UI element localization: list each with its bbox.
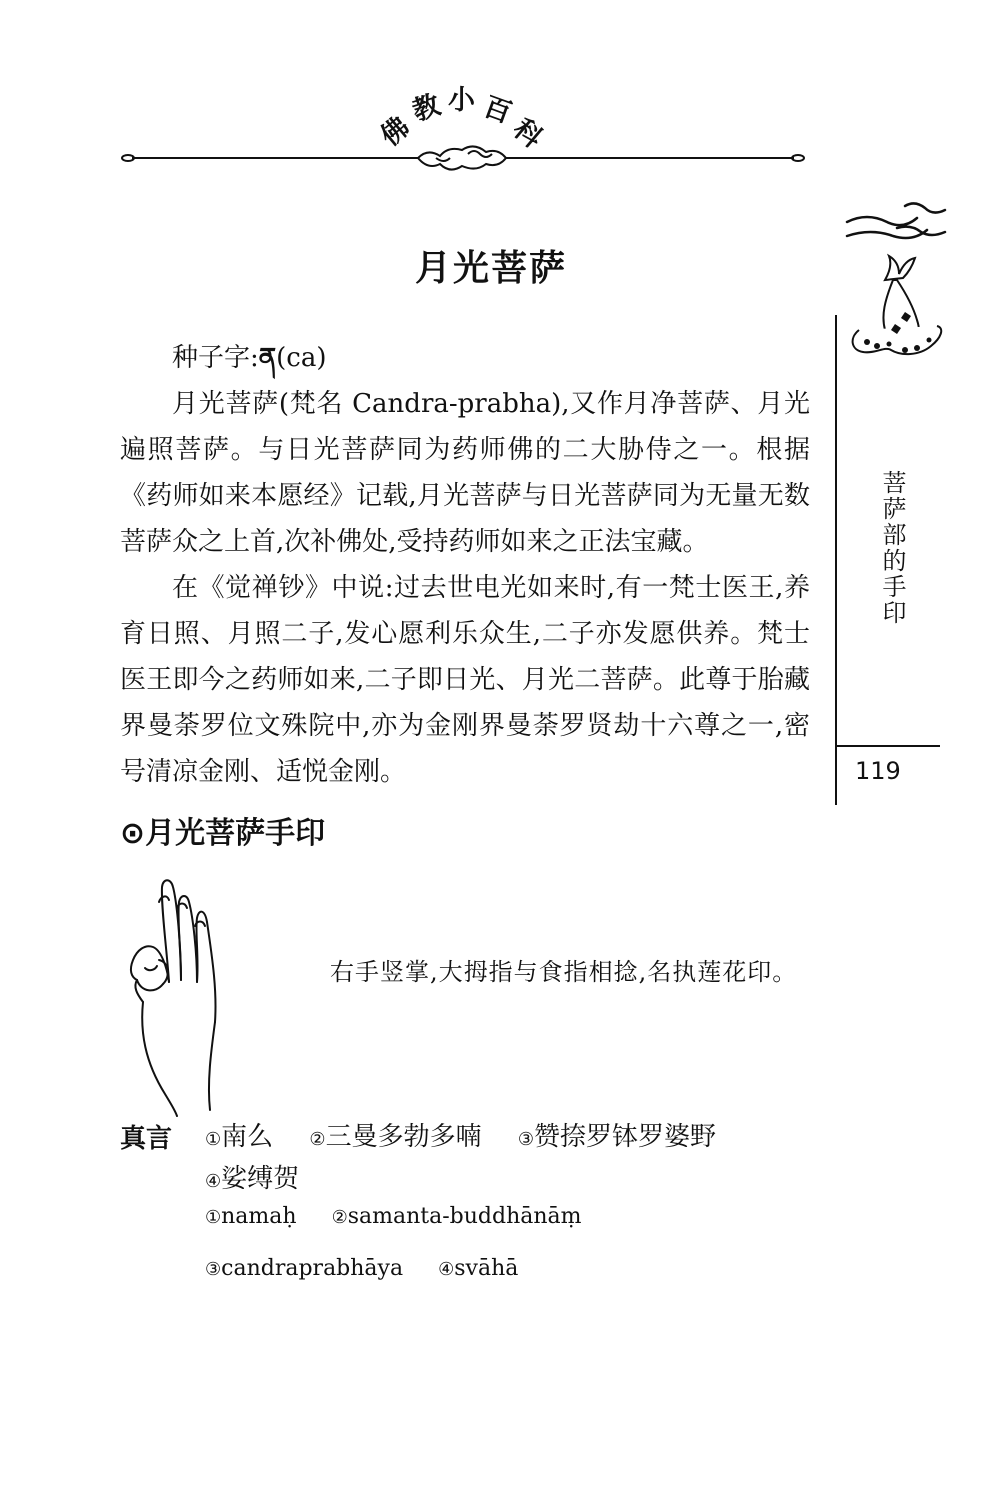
mudra-description: 右手竖掌,大拇指与食指相捻,名执莲花印。 [330,958,798,986]
series-title-char: 百 [479,91,516,130]
mantra-chinese-phrase: 三曼多勃多喃 [325,1122,482,1152]
series-title-char: 教 [408,89,445,128]
mantra-label: 真言 [120,1124,173,1154]
header-ornament-rule [118,140,808,180]
lotus-hand-ornament [845,200,955,390]
mantra-chinese-phrase: 娑缚贺 [221,1164,300,1194]
mudra-heading: ⊙月光菩萨手印 [120,816,326,851]
mantra-number: ① [205,1207,222,1228]
mantra-chinese-line-2 [205,1158,299,1195]
seed-romanization: (ca) [276,343,327,373]
sidebar-divider-horizontal [835,745,940,747]
mantra-sanskrit-phrase: svāhā [454,1256,519,1281]
seed-label: 种子字: [172,343,259,373]
series-title-char: 科 [507,113,548,155]
series-title-char: 佛 [375,111,416,153]
mantra-chinese-line-1 [205,1116,716,1153]
hand-mudra-illustration [115,872,265,1117]
body-text [120,335,810,795]
sidebar-section-title: 菩萨部的手印 [878,470,906,626]
mantra-number: ③ [205,1259,222,1280]
sidebar-divider-vertical [835,745,837,805]
mantra-sanskrit-phrase: namaḥ [221,1204,297,1229]
mantra-sanskrit-line-1 [205,1204,582,1229]
page-title: 月光菩萨 [414,248,567,289]
mantra-number: ① [205,1129,222,1150]
mantra-sanskrit-line-2 [205,1256,518,1281]
mantra-number: ④ [205,1171,222,1192]
mantra-chinese-phrase: 赞捺罗钵罗婆野 [533,1122,716,1152]
paragraph-2: 在《觉禅钞》中说:过去世电光如来时,有一梵士医王,养育日照、月照二子,发心愿利乐众生,二子亦发愿供养。梵士医王即今之药师如来,二子即日光、月光二菩萨。此尊于胎藏界曼荼罗位文殊院中,亦为金刚界曼荼罗贤劫十六尊之一,密号清凉金刚、适悦金刚。 [120,573,810,787]
seed-glyph: ན [258,343,277,373]
sidebar-divider-vertical [835,315,837,745]
mantra-number: ② [331,1207,348,1228]
seed-syllable-line [120,335,810,381]
mantra-number: ③ [517,1129,534,1150]
mantra-number: ④ [438,1259,455,1280]
paragraph-1: 月光菩萨(梵名 Candra-prabha),又作月净菩萨、月光遍照菩萨。与日光菩萨同为药师佛的二大胁侍之一。根据《药师如来本愿经》记载,月光菩萨与日光菩萨同为无量无数菩萨众之上首,次补佛处,受持药师如来之正法宝藏。 [120,389,810,557]
series-title-char: 小 [448,85,475,116]
mantra-number: ② [309,1129,326,1150]
mantra-sanskrit-phrase: samanta-buddhānāṃ [347,1204,582,1229]
page-number: 119 [855,757,901,785]
mantra-chinese-phrase: 南么 [221,1122,274,1152]
mantra-sanskrit-phrase: candraprabhāya [221,1256,404,1281]
